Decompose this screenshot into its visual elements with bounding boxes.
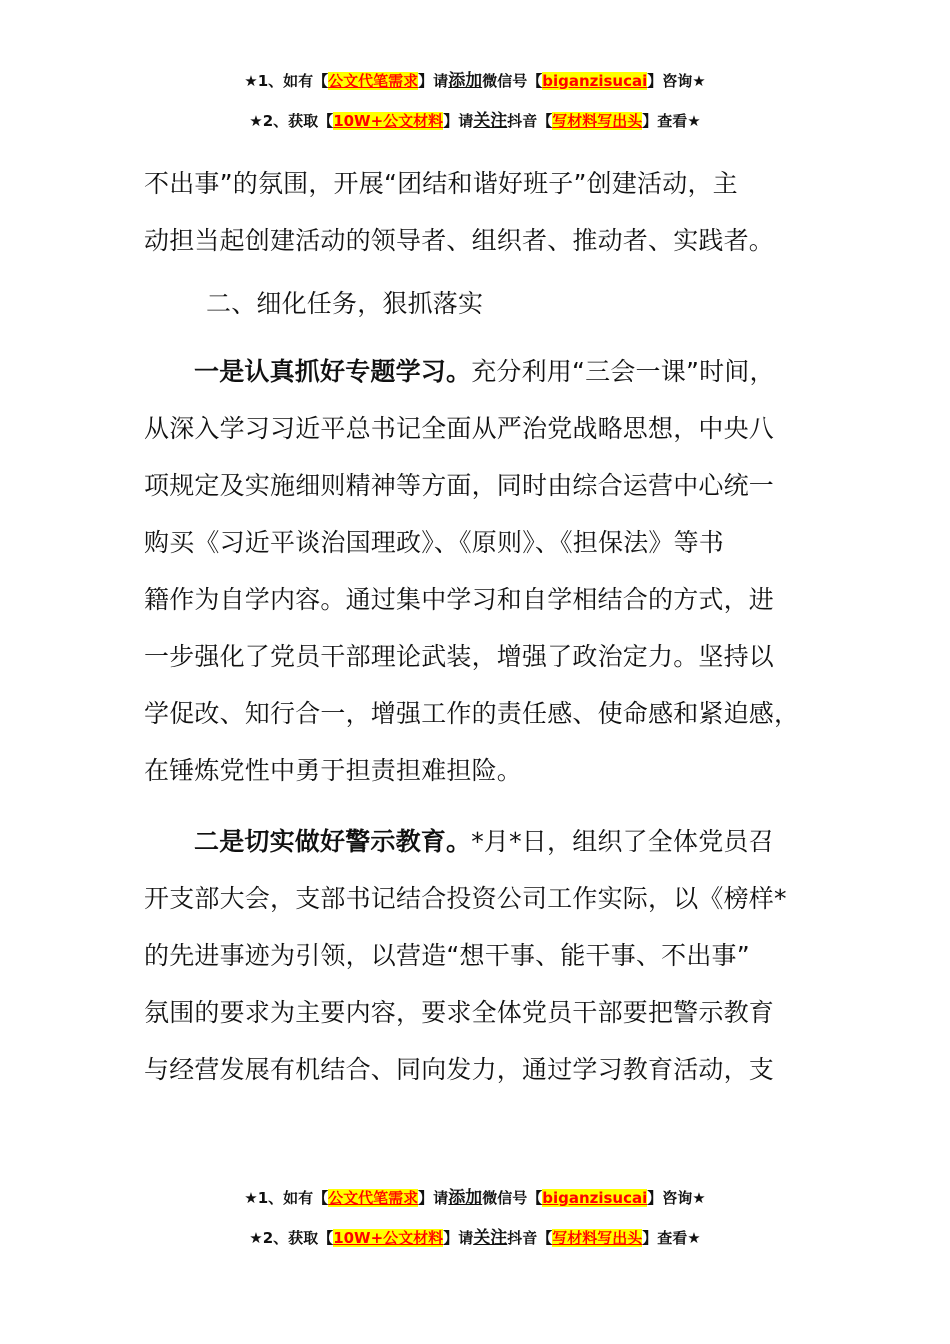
banner-highlight-service: 公文代笔需求 bbox=[328, 1189, 419, 1207]
banner-highlight-wechat: biganzisucai bbox=[542, 1189, 648, 1207]
paragraph-first-line bbox=[144, 813, 824, 870]
paragraph-line: 从深入学习习近平总书记全面从严治党战略思想，中央八 bbox=[144, 414, 775, 443]
paragraph-text: *月*日，组织了全体党员召 bbox=[471, 827, 774, 856]
paragraph-line: 与经营发展有机结合、同向发力，通过学习教育活动，支 bbox=[144, 1055, 775, 1084]
banner-text: ★1、如有【 bbox=[244, 72, 329, 90]
document-body bbox=[144, 155, 824, 1098]
banner-highlight-materials: 10W+公文材料 bbox=[333, 1229, 444, 1247]
banner-underline-add: 添加 bbox=[448, 71, 483, 91]
paragraph-first-line bbox=[144, 343, 824, 400]
paragraph-line: 学促改、知行合一，增强工作的责任感、使命感和紧迫感， bbox=[144, 699, 800, 728]
paragraph-line: 的先进事迹为引领，以营造“想干事、能干事、不出事” bbox=[144, 941, 750, 970]
banner-text: 】请 bbox=[418, 72, 449, 90]
paragraph-line: 项规定及实施细则精神等方面，同时由综合运营中心统一 bbox=[144, 471, 775, 500]
paragraph-line: 在锤炼党性中勇于担责担难担险。 bbox=[144, 756, 523, 785]
section-heading: 二、细化任务，狠抓落实 bbox=[206, 289, 484, 318]
banner-text: 】咨询★ bbox=[647, 72, 706, 90]
paragraph-line: 购买《习近平谈治国理政》、《原则》、《担保法》等书 bbox=[144, 528, 725, 557]
paragraph-line: 一步强化了党员干部理论武装，增强了政治定力。坚持以 bbox=[144, 642, 775, 671]
paragraph-lead-bold: 一是认真抓好专题学习。 bbox=[194, 357, 472, 386]
banner-text: ★2、获取【 bbox=[249, 1229, 334, 1247]
banner-text: 抖音【 bbox=[507, 112, 553, 130]
paragraph-line: 籍作为自学内容。通过集中学习和自学相结合的方式，进 bbox=[144, 585, 775, 614]
paragraph-lead-bold: 二是切实做好警示教育。 bbox=[194, 827, 472, 856]
banner-highlight-service: 公文代笔需求 bbox=[328, 72, 419, 90]
paragraph-text: 充分利用“三会一课”时间， bbox=[471, 357, 775, 386]
top-banner-line-2 bbox=[0, 110, 950, 132]
paragraph-line: 开支部大会，支部书记结合投资公司工作实际，以《榜样* bbox=[144, 884, 787, 913]
paragraph-line: 氛围的要求为主要内容，要求全体党员干部要把警示教育 bbox=[144, 998, 775, 1027]
top-banner-line-1 bbox=[0, 70, 950, 92]
banner-underline-add: 添加 bbox=[448, 1188, 483, 1208]
paragraph-line: 动担当起创建活动的领导者、组织者、推动者、实践者。 bbox=[144, 226, 775, 255]
banner-text: 】请 bbox=[418, 1189, 449, 1207]
banner-underline-follow: 关注 bbox=[473, 111, 508, 131]
banner-highlight-materials: 10W+公文材料 bbox=[333, 112, 444, 130]
banner-text: 】请 bbox=[443, 1229, 474, 1247]
banner-text: 】查看★ bbox=[642, 1229, 701, 1247]
banner-highlight-douyin: 写材料写出头 bbox=[552, 1229, 643, 1247]
banner-text: 】咨询★ bbox=[647, 1189, 706, 1207]
banner-text: 微信号【 bbox=[482, 72, 543, 90]
banner-highlight-douyin: 写材料写出头 bbox=[552, 112, 643, 130]
banner-text: 抖音【 bbox=[507, 1229, 553, 1247]
banner-text: 微信号【 bbox=[482, 1189, 543, 1207]
bottom-banner-line-1 bbox=[0, 1187, 950, 1209]
banner-text: ★1、如有【 bbox=[244, 1189, 329, 1207]
banner-text: 】请 bbox=[443, 112, 474, 130]
banner-underline-follow: 关注 bbox=[473, 1228, 508, 1248]
banner-highlight-wechat: biganzisucai bbox=[542, 72, 648, 90]
banner-text: ★2、获取【 bbox=[249, 112, 334, 130]
banner-text: 】查看★ bbox=[642, 112, 701, 130]
bottom-banner-line-2 bbox=[0, 1227, 950, 1249]
paragraph-line: 不出事”的氛围，开展“团结和谐好班子”创建活动，主 bbox=[144, 169, 738, 198]
